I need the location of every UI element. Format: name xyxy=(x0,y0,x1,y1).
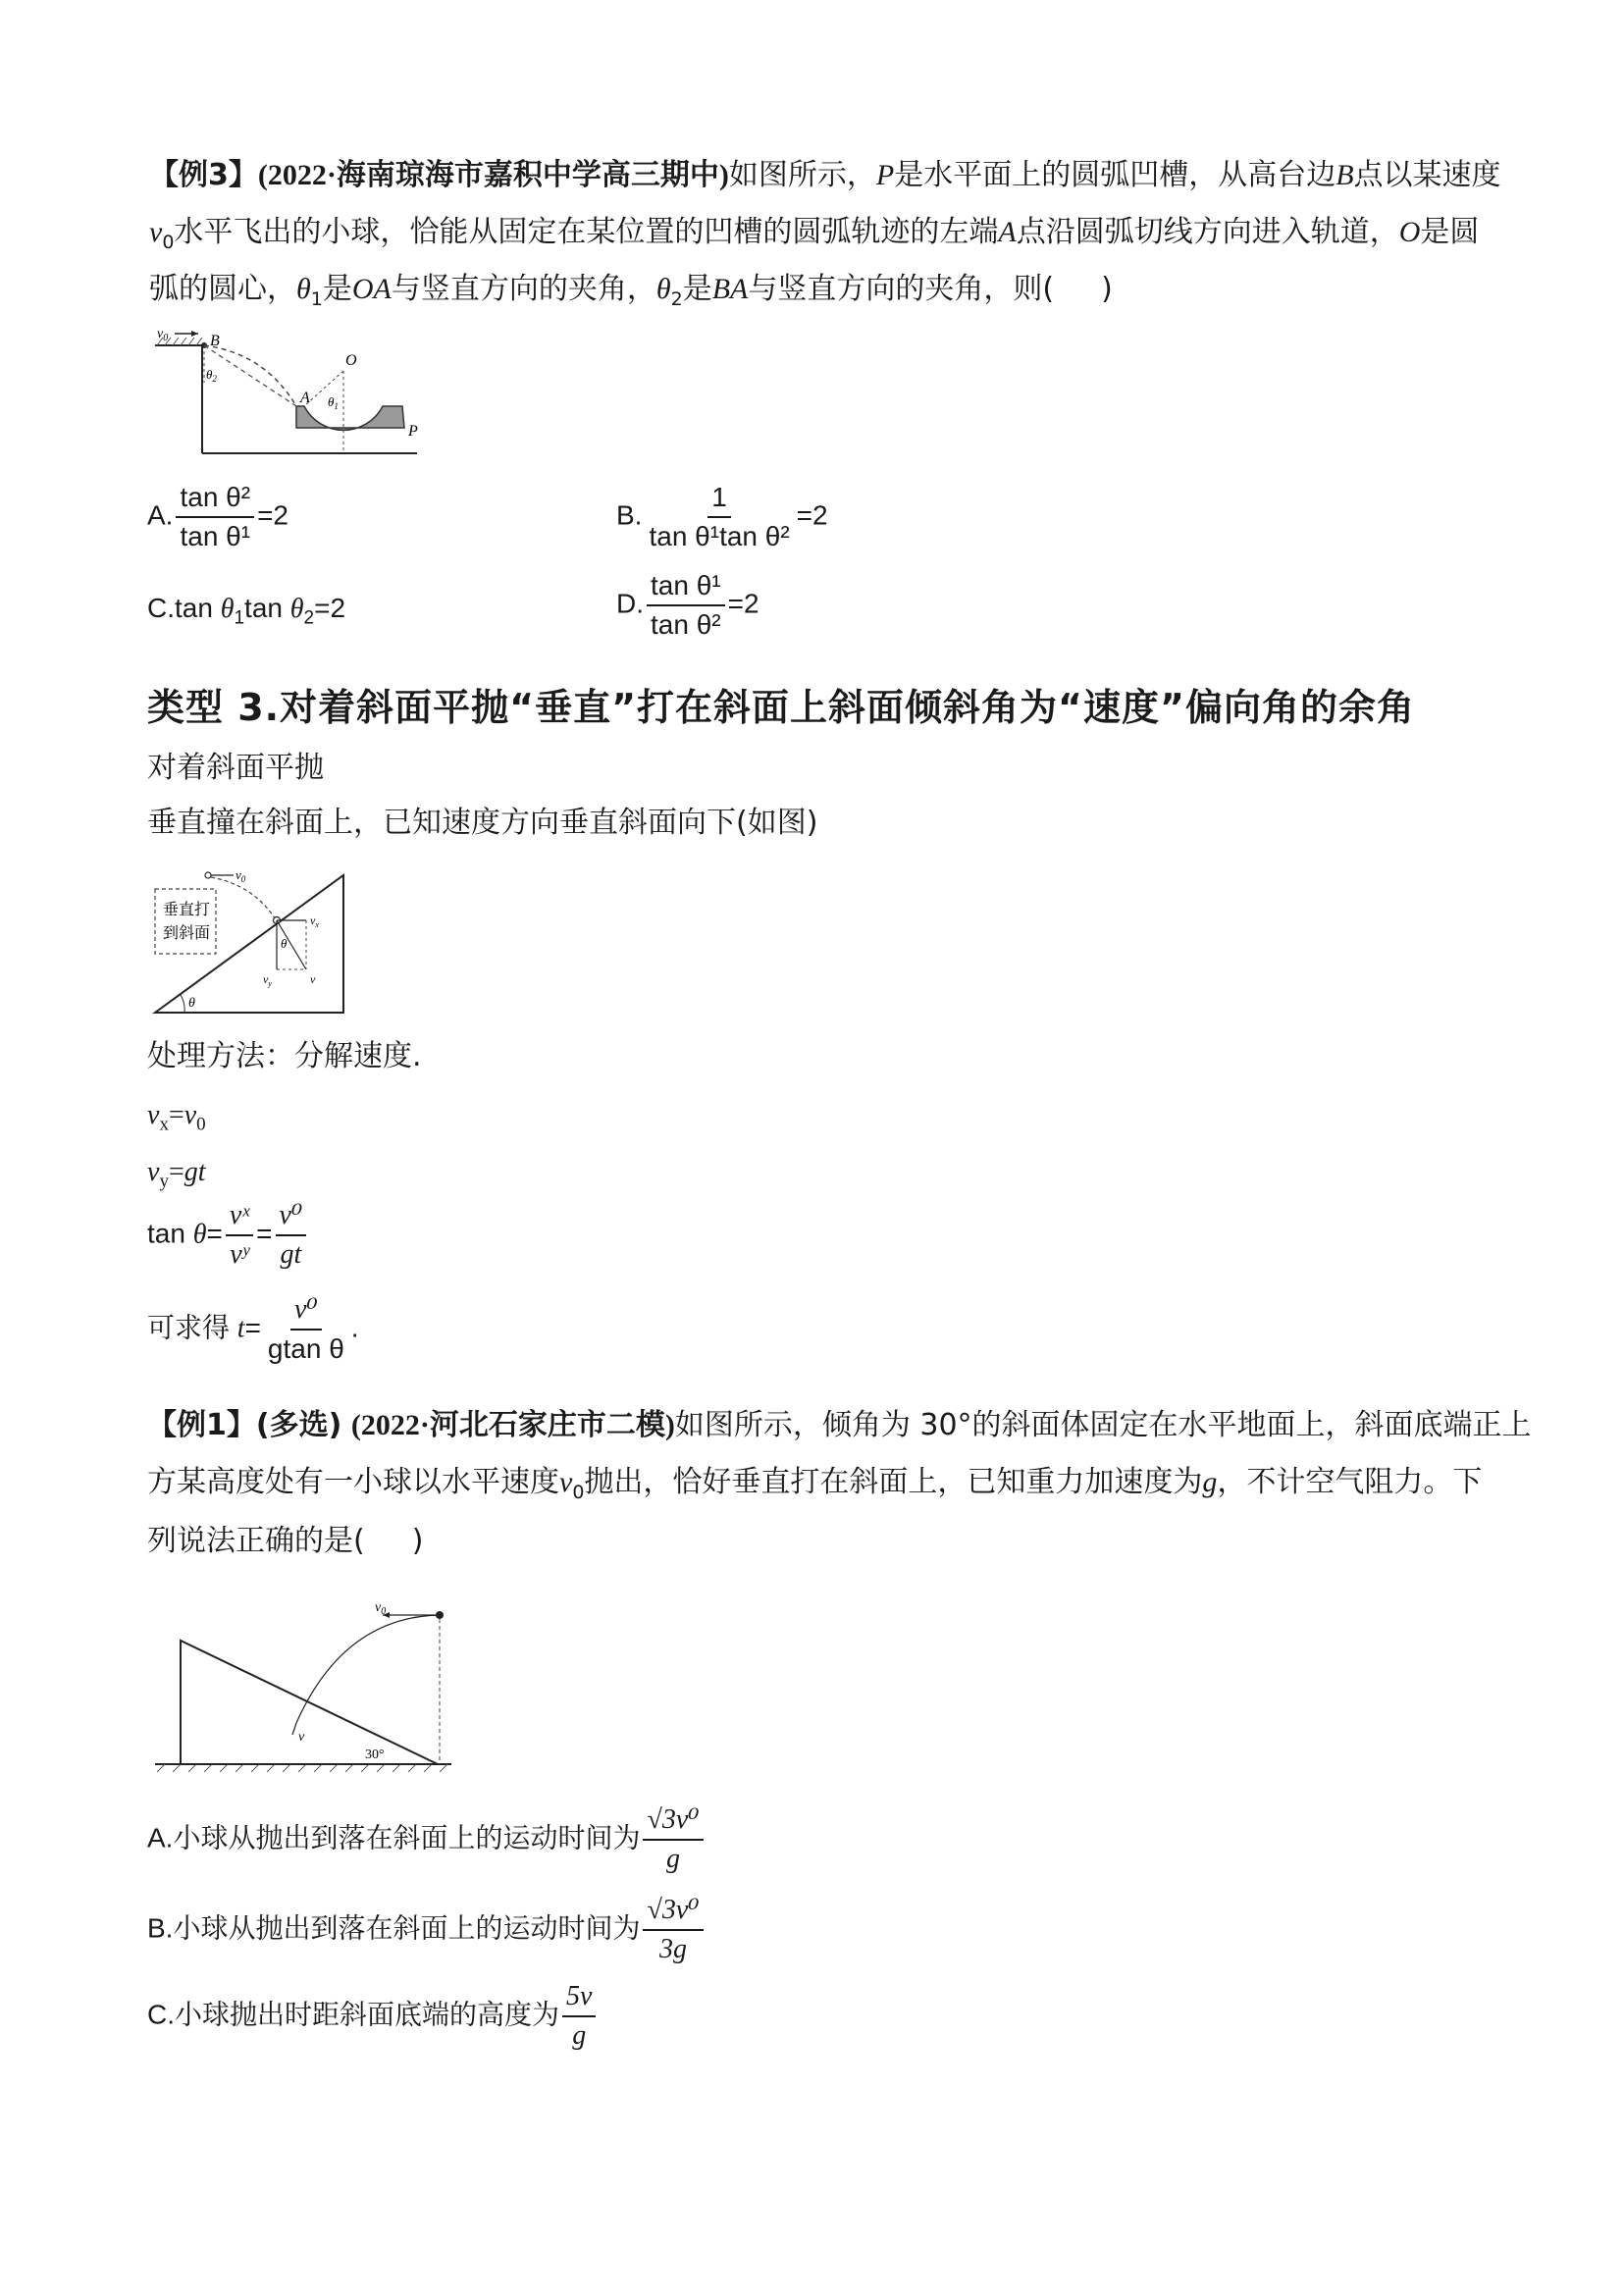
option-rhs: =2 xyxy=(796,499,828,531)
var-a: A xyxy=(998,216,1017,248)
incline xyxy=(155,875,343,1013)
var-theta: θ xyxy=(655,273,671,305)
var-theta: θ xyxy=(296,273,311,305)
line-ba xyxy=(204,345,296,406)
frac-den: g xyxy=(665,1844,680,1874)
label-box xyxy=(155,889,216,954)
text: 是水平面上的圆弧凹槽，从高台边 xyxy=(894,158,1336,192)
fraction xyxy=(647,569,725,642)
option-c[interactable] xyxy=(147,589,345,639)
frac-den: gtan θ xyxy=(267,1333,344,1364)
box-line1: 垂直打 xyxy=(163,902,211,918)
frac-num: 1 xyxy=(707,481,731,518)
var-t: t xyxy=(236,1313,245,1344)
fig-angle-label: 30° xyxy=(365,1748,385,1762)
example3-tag: 【例3】 xyxy=(149,158,258,192)
var-ba: BA xyxy=(711,273,749,305)
fraction xyxy=(643,1894,703,1966)
sub: 1 xyxy=(234,607,245,629)
var-v0: v xyxy=(559,1466,573,1498)
section-heading: 类型 3.对着斜面平抛“垂直”打在斜面上斜面倾斜角为“速度”偏向角的余角 xyxy=(147,686,1416,729)
option-label: C.tan xyxy=(147,593,221,623)
fig-theta-inner: θ xyxy=(281,936,288,951)
frac-num: 5v xyxy=(562,1980,596,2017)
text: 抛出，恰好垂直打在斜面上，已知重力加速度为 xyxy=(584,1465,1203,1499)
text: 与竖直方向的夹角， xyxy=(391,272,656,306)
sub: 0 xyxy=(572,1482,585,1503)
example1-figure xyxy=(147,1597,461,1784)
text: 水平飞出的小球，恰能从固定在某位置的凹槽的圆弧轨迹的左端 xyxy=(174,215,999,249)
var-v0: v xyxy=(149,216,163,248)
type3-line2: 垂直撞在斜面上，已知速度方向垂直斜面向下(如图) xyxy=(147,806,818,840)
example3-source: (2022·海南琼海市嘉积中学高三期中) xyxy=(257,159,729,191)
text: = xyxy=(256,1218,273,1249)
text: ) xyxy=(411,1524,424,1558)
sub: 0 xyxy=(162,232,175,253)
text: = xyxy=(244,1312,261,1343)
method-line: 处理方法：分解速度. xyxy=(147,1039,422,1073)
type3-line1: 对着斜面平抛 xyxy=(147,751,324,785)
text: 点沿圆弧切线方向进入轨道， xyxy=(1016,215,1399,249)
ball xyxy=(205,872,211,878)
var-theta: θ xyxy=(192,1219,207,1250)
sub: 1 xyxy=(310,288,323,310)
text: tan xyxy=(244,593,290,623)
var-p: P xyxy=(875,159,895,191)
text: 弧的圆心， xyxy=(149,272,296,306)
option-rhs: =2 xyxy=(314,593,346,623)
box-line2: 到斜面 xyxy=(163,925,211,942)
ground-hatch xyxy=(157,1764,447,1772)
fraction xyxy=(264,1293,348,1366)
option-label: A. xyxy=(147,499,174,531)
incline xyxy=(181,1641,438,1764)
text: 如图所示， xyxy=(728,158,876,192)
fig-theta2-label: $\theta_2$ xyxy=(206,367,217,384)
var: gt xyxy=(183,1157,206,1187)
frac-num: v⁰ xyxy=(276,1199,307,1236)
fig-b-label: B xyxy=(210,333,220,349)
sub: x xyxy=(159,1114,169,1135)
frac-den: tan θ² xyxy=(651,609,721,640)
fig-v0-label: $v_0$ xyxy=(375,1600,387,1617)
var: v xyxy=(147,1100,160,1130)
fig-theta-base: θ xyxy=(188,996,195,1011)
option-label: D. xyxy=(616,588,644,619)
sub: 0 xyxy=(196,1114,206,1135)
arrowhead xyxy=(191,331,198,337)
fig-o-label: O xyxy=(345,352,357,369)
groove xyxy=(296,406,404,430)
ex1-option-a[interactable] xyxy=(147,1803,707,1876)
option-text: C.小球抛出时距斜面底端的高度为 xyxy=(147,1999,560,2030)
type3-figure xyxy=(147,863,353,1020)
text: 点以某速度 xyxy=(1353,158,1501,192)
text: 是 xyxy=(682,272,712,306)
angle-arc xyxy=(181,995,184,1013)
var-theta: θ xyxy=(220,594,235,624)
sub: 2 xyxy=(670,288,683,310)
fraction xyxy=(562,1980,596,2053)
var: v xyxy=(147,1157,160,1187)
fraction xyxy=(645,481,793,553)
var-o: O xyxy=(1398,216,1421,248)
fraction xyxy=(176,481,254,553)
text: 方某高度处有一小球以水平速度 xyxy=(147,1465,559,1499)
var-b: B xyxy=(1335,159,1354,191)
fraction xyxy=(643,1803,703,1876)
frac-den: vʸ xyxy=(230,1239,249,1270)
fig-p-label: P xyxy=(408,423,418,440)
option-text: B.小球从抛出到落在斜面上的运动时间为 xyxy=(147,1912,641,1944)
ex1-option-c[interactable] xyxy=(147,1980,599,2053)
fig-v-label: v xyxy=(298,1730,305,1745)
frac-den: 3g xyxy=(658,1934,687,1964)
text: 可求得 xyxy=(147,1312,237,1343)
text: = xyxy=(168,1100,184,1130)
fig-a-label: A xyxy=(300,390,310,406)
frac-num: √3v⁰ xyxy=(643,1894,703,1931)
frac-den: tan θ¹tan θ² xyxy=(649,521,790,551)
text: ) xyxy=(1101,272,1113,306)
text: tan xyxy=(147,1218,193,1249)
example1-tag: 【例1】 xyxy=(147,1408,256,1442)
option-rhs: =2 xyxy=(257,499,289,531)
var: v xyxy=(183,1100,197,1130)
equation-t xyxy=(147,1293,359,1366)
example1-line1 xyxy=(147,1395,1532,1456)
frac-num: √3v⁰ xyxy=(643,1803,703,1841)
text: 与竖直方向的夹角，则( xyxy=(748,272,1055,306)
text: . xyxy=(350,1312,359,1343)
option-a[interactable] xyxy=(147,481,288,553)
fig-theta1-label: $\theta_1$ xyxy=(328,394,339,411)
text: 是 xyxy=(322,272,352,306)
frac-den: g xyxy=(572,2020,587,2051)
text: 如图所示，倾角为 30°的斜面体固定在水平地面上，斜面底端正上 xyxy=(674,1408,1532,1442)
example3-figure xyxy=(147,324,422,461)
fraction xyxy=(226,1199,253,1272)
fraction xyxy=(276,1199,307,1272)
ex1-option-b[interactable] xyxy=(147,1894,707,1966)
var-oa: OA xyxy=(351,273,392,305)
text: 是圆 xyxy=(1420,215,1480,249)
example1-source: (2022·河北石家庄市二模) xyxy=(350,1409,675,1441)
fig-v0-label: $v_0$ xyxy=(157,327,169,343)
text: = xyxy=(168,1157,184,1187)
text: ，不计空气阻力。下 xyxy=(1217,1465,1483,1499)
option-text: A.小球从抛出到落在斜面上的运动时间为 xyxy=(147,1822,641,1853)
fig-v0-label: $v_0$ xyxy=(236,867,246,884)
var-theta: θ xyxy=(289,594,304,624)
option-b[interactable] xyxy=(616,481,828,553)
frac-den: gt xyxy=(280,1239,302,1270)
text: = xyxy=(206,1218,223,1249)
var-g: g xyxy=(1202,1466,1218,1498)
option-d[interactable] xyxy=(616,569,759,642)
frac-num: vˣ xyxy=(226,1199,253,1236)
example3-line3 xyxy=(149,259,1113,330)
fig-vy-label: $v_y$ xyxy=(263,972,272,988)
frac-num: tan θ² xyxy=(176,481,254,518)
frac-den: tan θ¹ xyxy=(180,521,251,551)
text: 列说法正确的是( xyxy=(147,1524,365,1558)
frac-num: tan θ¹ xyxy=(647,569,725,606)
sub: 2 xyxy=(303,607,315,629)
equation-tan xyxy=(147,1199,309,1272)
sub: y xyxy=(159,1171,169,1192)
fig-vx-label: $v_x$ xyxy=(310,913,319,929)
example3-line1 xyxy=(149,145,1501,206)
frac-num: v⁰ xyxy=(290,1293,322,1331)
fig-v-label: v xyxy=(310,972,316,986)
v-arrow xyxy=(292,1723,296,1735)
option-label: B. xyxy=(616,499,643,531)
option-rhs: =2 xyxy=(727,588,759,619)
example1-multi: (多选) xyxy=(255,1408,342,1442)
example1-line3 xyxy=(147,1511,423,1572)
